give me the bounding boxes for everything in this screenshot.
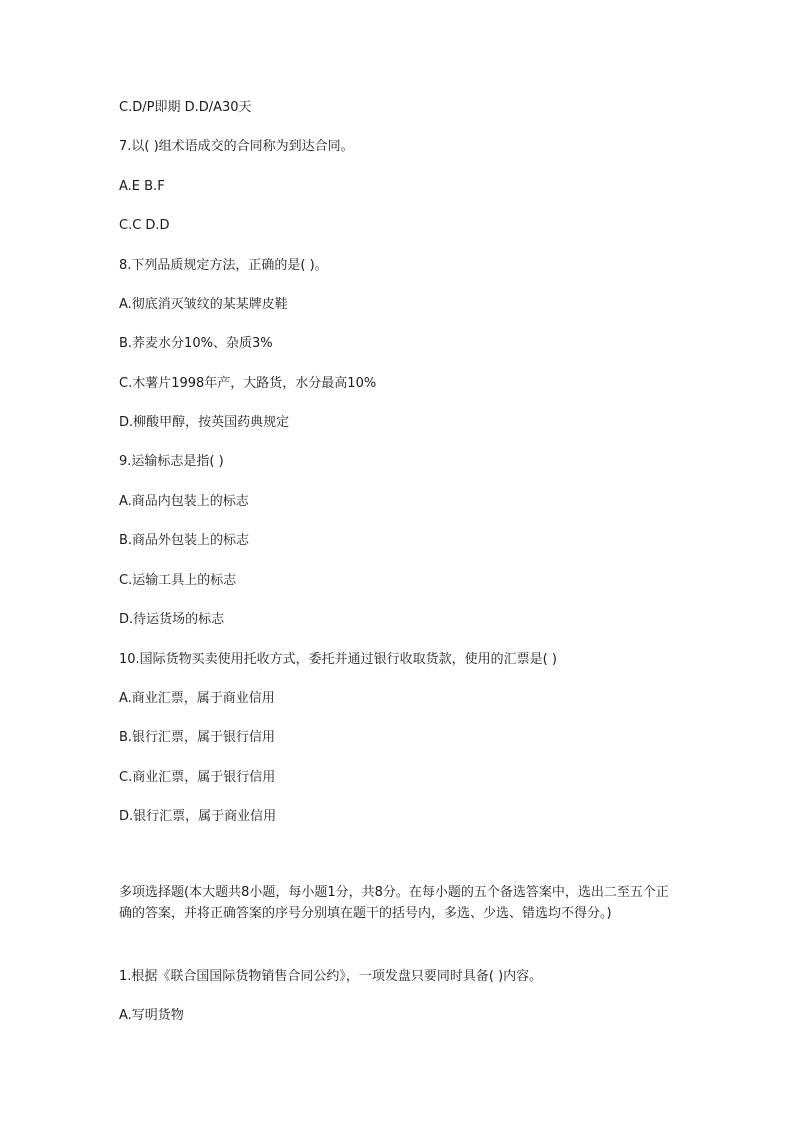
section-intro: 多项选择题(本大题共8小题，每小题1分，共8分。在每小题的五个备选答案中，选出二至五个正确的答案，并将正确答案的序号分别填在题干的括号内，多选、少选、错选均不得分。) bbox=[119, 885, 669, 921]
option-line: A.E B.F bbox=[119, 179, 165, 194]
option-line: B.商品外包装上的标志 bbox=[119, 533, 250, 548]
option-line: A.商品内包装上的标志 bbox=[119, 494, 249, 509]
option-line: D.柳酸甲醇，按英国药典规定 bbox=[119, 415, 290, 430]
option-line: C.C D.D bbox=[119, 218, 170, 233]
question-8: 8.下列品质规定方法，正确的是( )。 bbox=[119, 258, 328, 273]
option-line: D.银行汇票，属于商业信用 bbox=[119, 809, 277, 824]
question-7: 7.以( )组术语成交的合同称为到达合同。 bbox=[119, 139, 354, 154]
option-line: D.待运货场的标志 bbox=[119, 612, 225, 627]
option-line: A.商业汇票，属于商业信用 bbox=[119, 691, 275, 706]
option-line: C.木薯片1998年产，大路货，水分最高10% bbox=[119, 376, 377, 391]
option-line: C.运输工具上的标志 bbox=[119, 573, 237, 588]
option-line: B.荞麦水分10%、杂质3% bbox=[119, 336, 273, 351]
multi-question-1: 1.根据《联合国国际货物销售合同公约》，一项发盘只要同时具备( )内容。 bbox=[119, 969, 543, 984]
option-line: C.D/P即期 D.D/A30天 bbox=[119, 100, 252, 115]
question-9: 9.运输标志是指( ) bbox=[119, 454, 224, 469]
question-10: 10.国际货物买卖使用托收方式，委托并通过银行收取货款，使用的汇票是( ) bbox=[119, 652, 557, 667]
option-line: B.银行汇票，属于银行信用 bbox=[119, 730, 276, 745]
option-line: C.商业汇票，属于银行信用 bbox=[119, 770, 276, 785]
option-line: A.彻底消灭皱纹的某某牌皮鞋 bbox=[119, 297, 288, 312]
option-line: A.写明货物 bbox=[119, 1008, 184, 1023]
